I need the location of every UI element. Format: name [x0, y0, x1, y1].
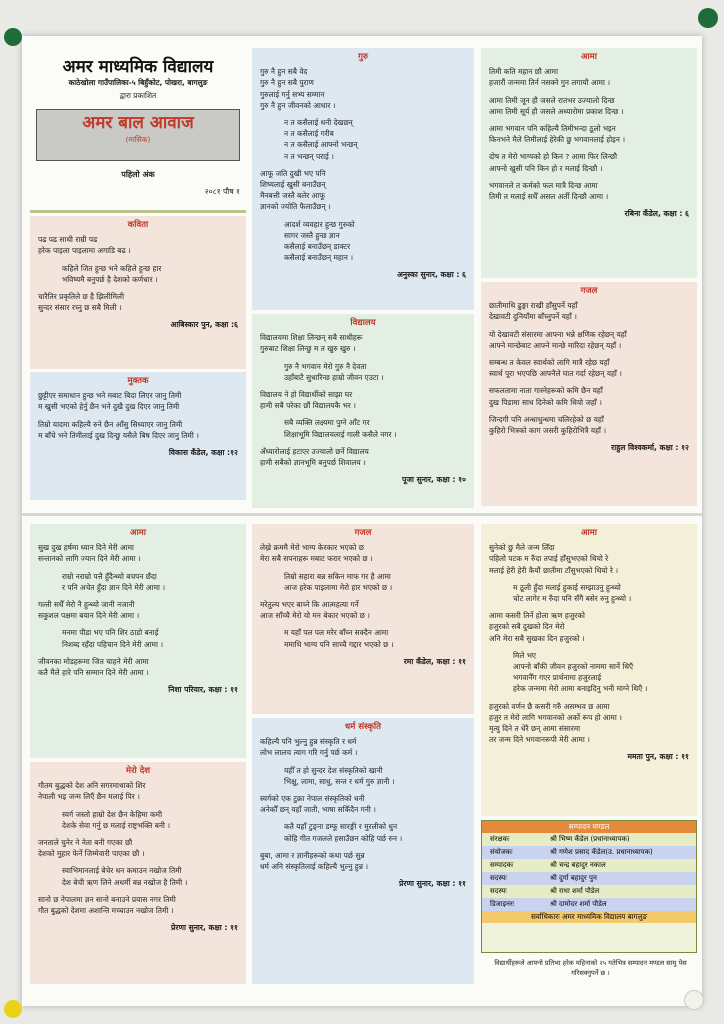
poem-stanza: दोष त मेरो भाग्यको हो किन ? आमा फिर लिन्छौ आफ्नो खुसी पनि किन हो र मलाई दिन्छौ । [489, 152, 617, 173]
poem-stanza: गौतम बुद्धको देश अनि सगरमाथाको शिर नेपाली भइ जन्म लिएँ छैन मलाई पिर । [38, 781, 146, 802]
poem-aama-top [481, 48, 697, 278]
poem-author: विकास कँडेल, कक्षा :१२ [168, 448, 238, 458]
poem-stanza: सफलतामा नाता गास्नेहरूको कमि छैन यहाँ दुख पिडामा साथ दिनेको कमि थियो जहाँ । [489, 386, 603, 407]
poem-stanza: जीवनका मोडहरूमा जित चाहने मेरी आमा कतै मैले हारे पनि सम्मान दिने मेरी आमा । [38, 656, 149, 678]
poem-stanza: न त कसैलाई धनी देखछन् न त कसैलाई गरीब न त कसैलाई आफ्नो भन्छन् न त भन्छन् पराई । [284, 118, 358, 161]
poem-title: आमा [130, 528, 146, 538]
poem-author: अनुस्का सुनार, कक्षा : ६ [397, 270, 466, 280]
masthead [30, 48, 246, 211]
magazine-title: अमर बाल आवाज [82, 112, 194, 133]
board-role: संरक्षकः [490, 835, 510, 843]
poem-stanza: कहिले जित हुन्छ भने कहिले हुन्छ हार भविष्यमै बनुपर्छ है देशको कर्णधार । [62, 263, 162, 284]
poem-stanza: गुरु नै हुन सबै वेद गुरु नै हुन सबै पुराण गुरुलाई गर्नु सभ्य सम्मान गुरु नै हुन जीवनको आधार । [260, 67, 336, 110]
poem-stanza: तिम्रो सहारा बन्न सकिन माफ गर है आमा आज हरेक पाइलामा मेरो हार भएको छ । [284, 571, 393, 592]
board-member-name: श्री दुर्गा बहादुर पुन [550, 874, 597, 882]
poem-stanza: म यहाँ पल पल मरेर बाँच्न सक्दैन आमा ममाथि भाग्य पनि साच्चै गद्दार भएको छ । [284, 628, 394, 649]
poem-stanza: छातीमाथि ढुङ्गा राखी हाँसुपर्ने यहाँ देखावटी दुनियाँमा बाँच्नुपर्ने यहाँ । [489, 301, 578, 322]
school-address: काठेखोला गाउँपालिका-५ बिहुँकोट, पोखरा, बागलुङ [68, 78, 208, 88]
board-member-name: श्री गणेश प्रसाद कँडेल(उ. प्रधानाध्यापक) [550, 848, 653, 856]
poem-stanza: मिले भए आफ्नो बाँकी जीवन हजुरको नाममा सार्ने थिएँ भगवानैँग गएर प्रार्थनामा हजुरलाई हरेक जन्ममा मेरो आमा बनाइदिनु भनी माग्ने थिएँ । [513, 650, 648, 694]
board-role: संयोजकः [490, 848, 513, 856]
poem-stanza: स्वाभिमानलाई बेचेर धन कमाउन नखोज तिमी देश बेची ऋण लिने अधर्मी बन्न नखोज है तिमी । [62, 866, 188, 887]
board-member-name: श्री दामोदर शर्मा पौडेल [550, 900, 607, 908]
editorial-board-row [482, 898, 696, 911]
poem-stanza: मनमा पीडा भए पनि शिर ठाडो बनाई निशब्द रहँदा पहिचान दिने मेरी आमा । [62, 628, 164, 649]
poem-author: पूजा सुनार, कक्षा : १० [402, 475, 466, 485]
green-pin-top-right [698, 8, 718, 28]
poem-stanza: यो देखावटी संसारमा आफ्ना भन्ने क्षणिक रहेछन् यहाँ आफ्ने मान्छेबाट आफ्ने मान्छे मारिदा रहेछन् यहाँ । [489, 329, 627, 350]
poem-title: आमा [581, 528, 597, 538]
poem-mero-desh [30, 762, 246, 984]
poem-stanza: आमा तिमी जून हौ जसले रातभर उज्यालो दिन्छ आमा तिमी सूर्य हौ जसले अध्यारोमा प्रकाश दिन्छ । [489, 95, 624, 116]
poem-stanza: गल्ती सधैँ मेरो नै हुन्थ्यो जानी नजानी सकुशल पक्षमा बयान दिने मेरी आमा । [38, 600, 140, 621]
magazine-frequency: (मासिक) [125, 134, 151, 144]
poem-title: विद्यालय [350, 318, 376, 328]
editorial-board-row [482, 859, 696, 872]
editorial-board-row [482, 872, 696, 885]
poem-kavita [30, 216, 246, 369]
poem-stanza: लेख्रे क्रममै मेरो भाग्य केरकार भएको छ मेरा सबै सपनाहरू मबाट फरार भएको छ । [260, 543, 373, 564]
poem-stanza: सम्बन्ध त केवल स्वार्थको लागि मात्रै रहेछ यहाँ स्वार्थ पूरा भएपछि आफ्नैले घात गर्दा रहेछन् यहाँ । [489, 358, 622, 379]
poem-stanza: तिम्रो यादमा कहिल्यै रुने छैन आँसु सिध्याएर जानु तिमी म बाँचे भने तिमीलाई दुख दिन्छु यसैले बिष दिएर जानु तिमी । [38, 419, 199, 440]
issue-date: २०८१ पौष १ [204, 186, 240, 196]
poem-stanza: आदर्श व्यवहार हुन्छ गुरुको सागर जस्तै हुन्छ ज्ञान कसैलाई बनाउँछन् डाक्टर कसैलाई बनाउँछन् महान । [284, 219, 355, 263]
poem-stanza: जनताले चुनेर ने नेता बनी गएका छौ देशको मुहार फेर्ने जिम्मेवारी पाएका छौ । [38, 838, 145, 859]
submission-note: विद्यार्थीहरूले आफ्नो प्रतिभा हरेक महिनाको २५ गतेभित्र सम्पादन मण्डल सामु पेस गरिसक्नुपर्ने छ । [494, 959, 687, 977]
yellow-pin-bottom-left [4, 1000, 22, 1018]
poem-stanza: सुख दुख हर्षमा ध्यान दिने मेरी आमा सन्तानको लागि ज्यान दिने मेरी आमा । [38, 543, 141, 564]
poem-stanza: अँध्यारोलाई हटाएर उज्यालो छर्ने विद्यालय हामी सबैको ज्ञानभूमि बनुपर्छ शिवालय । [260, 446, 369, 468]
poem-stanza: विद्यालय ने हो विद्यार्थीको साझा घर हामी सबै परेका छौं विद्यालयकै भर । [260, 390, 356, 411]
poem-stanza: सबै व्यक्ति लक्ष्यमा पुग्ने आँट गर शिक्षाभूमि विद्यालयलाई गाली कसैले नगर । [284, 418, 397, 439]
white-pin-bottom-right [684, 990, 704, 1010]
poem-stanza: चारैतिर प्रकृतिले छ है झिलीमिली सुन्दर संसार रच्नु छ सबै मिली । [38, 292, 124, 313]
poem-title: गुरु [358, 52, 368, 62]
poem-stanza: विद्यालयमा शिक्षा लिन्छन् सबै साथीहरू गुरुबाट शिक्षा लिन्छु म त खुरु खुरु । [260, 333, 363, 354]
poem-author: रबिना कँडेल, कक्षा : ६ [624, 209, 689, 219]
poem-stanza: हजुरको वर्णन छै कसरी गरुँ असम्भव छ आमा हजुर त मेरो लागि भगवानको अर्को रूप हो आमा । मृत्यु दिने त धेरै छन् आमा संसारमा तर जन्म दिने भगवानरूपी मेरी आमा । [489, 701, 622, 745]
poem-dharma-sanskriti [252, 718, 474, 984]
poem-stanza: आमा कसरी तिर्ने होला ऋण हजुरको हजुरको सबै दुखको दिन मेरो अनि मेरा सबै सुखका दिन हजुरको । [489, 611, 585, 643]
board-role: सदस्यः [490, 887, 507, 895]
poem-stanza: सानो छ नेपालमा ज्ञन सानो बनाउने प्रयास नगर तिमी गौत बुद्धको देशमा अशान्ति मच्चाउन नखोज तिमी । [38, 894, 176, 916]
poem-aama-left [30, 524, 246, 758]
poem-stanza: भगवानले त कर्मको फल मात्रै दिन्छ आमा तिमी त मलाई सधैँ असल अर्ती दिन्छौ आमा । [489, 180, 609, 202]
editorial-board-row [482, 846, 696, 859]
poem-stanza: तिमी कति महान छौ आमा हजारौं जन्ममा तिर्न नसक्ने गुन लगायौ आमा । [489, 67, 611, 88]
editorial-board-heading: सम्पादन मण्डल [482, 821, 696, 833]
board-role: डिजाइनरः [490, 900, 515, 908]
board-role: सम्पादकः [490, 861, 514, 869]
poem-author: रमा कँडेल, कक्षा : ११ [403, 656, 466, 666]
poem-gajal-top [481, 282, 697, 506]
editorial-board [481, 820, 697, 953]
copyright-line: सर्वाधिकारः अमर माध्यमिक विद्यालय बागलुङ [482, 911, 696, 923]
editorial-board-rows [482, 833, 696, 911]
poem-stanza: पढ पढ साथी राम्री पढ हरेक पाइला पाइलामा अगाडि बढ । [38, 235, 131, 256]
fold-line [22, 513, 702, 516]
poem-guru [252, 48, 474, 310]
poem-stanza: जिन्दगी पनि अन्धाधुन्धमा चलिरहेको छ यहाँ कुहिरो भित्रको काग जसरी कुहिरोभित्रै यहाँ । [489, 414, 607, 436]
poem-title: मेरो देश [125, 766, 150, 776]
poem-title: आमा [581, 52, 597, 62]
poem-stanza: कहिल्यै पनि भुल्नु हुन्न संस्कृति र धर्म लोभ लालच त्याग गरि गर्नु पर्छ कर्म । [260, 737, 358, 758]
poem-stanza: मरेतुल्य भएर बाच्ने कि आत्महत्या गर्ने आज साँच्चै मेरो यो मन बेकार भएको छ । [260, 600, 370, 621]
poem-stanza: सुनेको छु मैले जन्म लिँदा पहिलो पटक म रुँदा तपाई हाँसुभएको थियो रे मलाई हेरी हेरी कैयौं छातीमा टाँसुभएको थियो रे । [489, 543, 619, 575]
school-name: अमर माध्यमिक विद्यालय [62, 57, 214, 77]
poem-gajal-mid [252, 524, 474, 714]
poem-stanza: आमा भगवान पनि कहिल्यै तिमीभन्दा ठूलो भइन किनभने मैले तिमीलाई हेरेकी छु भगवानलाई होइन । [489, 124, 626, 145]
poem-stanza: छुट्टीएर समाधान हुन्छ भने मबाट बिदा लिएर जानु तिमी म खुसी भएको हेर्नु छैन भने दुखै दुख दिएर जानु तिमी [38, 391, 182, 412]
poem-author: प्रेरणा सुनार, कक्षा : ११ [171, 923, 238, 933]
poem-stanza: आफू जति दुखी भए पनि शिष्यलाई खुसी बनाउँछन् मैनबत्ती जस्तै बलेर आफू ज्ञानको ज्योति फैलाउँछन् । [260, 168, 331, 212]
header-divider [30, 210, 246, 213]
poem-stanza: बुबा, आमा र ज्ञानीहरूको कथा पर्छ सुन्न धर्म अनि संस्कृतिलाई कहिल्यै भुल्नु हुन्न । [260, 850, 369, 872]
poem-stanza: यहीँ त हो सुन्दर देश संस्कृतिको खानी भिक्षु, लामा, साधु, सन्त र धर्म गुरु ज्ञानी । [284, 765, 395, 786]
poem-stanza: राम्रो नराम्रो पत्तै हुँदैन्थ्यो बचपन छँदा र पनि अचेत हुँदा ज्ञान दिने मेरी आमा । [62, 571, 166, 592]
poem-author: आबिस्कार पुन, कक्षा :६ [170, 320, 238, 330]
poem-author: राहुल विश्वकर्मा, कक्षा : १२ [611, 443, 689, 453]
poem-author: ममता पुन, कक्षा : ११ [627, 752, 689, 762]
poem-vidyalaya [252, 314, 474, 508]
poem-stanza: म ठूली हुँदा मलाई हुकाई सम्झाउनु हुन्थ्यो चोट लागेर म रुँदा पनि सँगै बसेर रुनु हुन्थ्यो । [513, 582, 632, 604]
poem-stanza: कतै यहाँ टुङ्ना डम्फू सारङ्गी र मुरलीको धुन कोहि गीत गजलले हसाउँछन कोहि पर्छ रुन । [284, 822, 403, 843]
magazine-banner [36, 109, 240, 161]
poem-title: धर्म संस्कृति [345, 722, 381, 732]
poem-stanza: स्वर्गको एक टुक्रा नेपाल संस्कृतिको धनी अनेकौँ छन् यहाँ जाती, भाषा सकिँदैन गनी । [260, 794, 376, 815]
board-member-name: श्री भिष्म कँडेल (प्रधानाध्यापक) [550, 835, 630, 843]
board-role: सदस्यः [490, 874, 507, 882]
poem-title: गजल [580, 286, 598, 296]
poem-stanza: स्वर्ग जस्तो हाम्रो देश छैन केहिमा कमी देशके सेवा गर्नु छ मलाई राष्ट्रभक्ति बनी । [62, 809, 171, 830]
poem-author: प्रेरणा सुनार, कक्षा : ११ [399, 879, 466, 889]
poem-muktak [30, 372, 246, 500]
poem-author: निशा परियार, कक्षा : ११ [168, 685, 238, 695]
edition-label: पहिलो अंक [121, 169, 155, 179]
poem-title: मुक्तक [127, 376, 149, 386]
publisher-label: द्वारा प्रकाशित [119, 91, 157, 101]
poem-aama-right [481, 524, 697, 816]
board-member-name: श्री राधा शर्मा पौडेल [550, 887, 600, 895]
editorial-board-row [482, 885, 696, 898]
editorial-board-row [482, 833, 696, 846]
board-member-name: श्री चन्द्र बहादुर नकाल [550, 861, 606, 869]
poem-title: कविता [127, 220, 149, 230]
poem-title: गजल [354, 528, 372, 538]
poem-stanza: गुरु नै भगवान मेरो गुरु नै देवता उहाँबाटै सुधारिन्छ हाम्रो जीवन एउटा । [284, 361, 384, 382]
green-pin-top-left [4, 28, 22, 46]
